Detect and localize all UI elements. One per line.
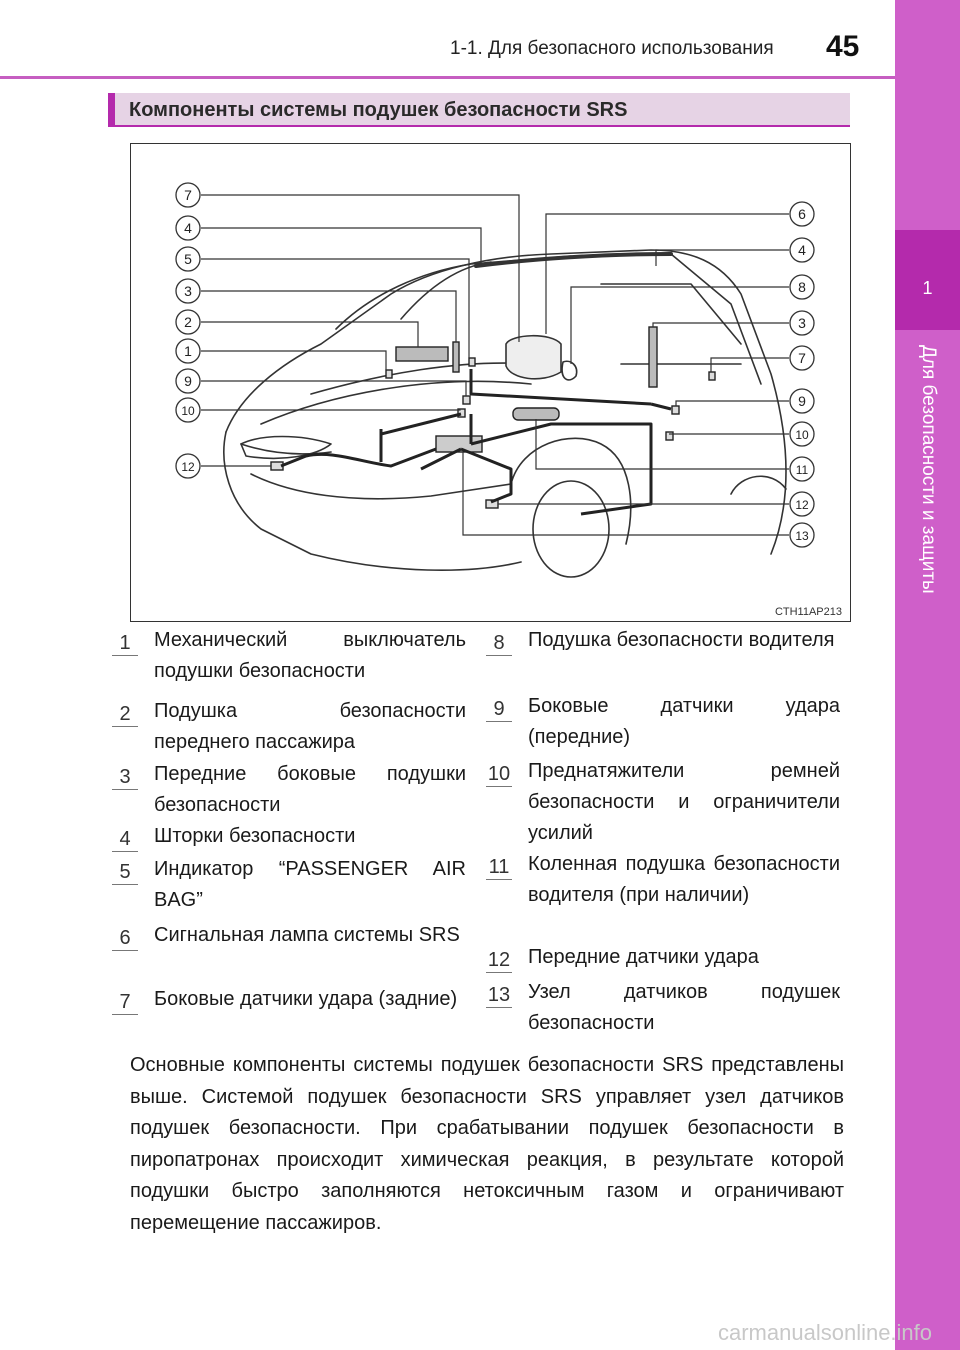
callout-number: 13	[795, 529, 809, 543]
callout-number: 7	[184, 187, 192, 203]
legend-number: 3	[112, 764, 138, 790]
legend-number: 7	[112, 989, 138, 1015]
callout-number: 1	[184, 343, 192, 359]
legend-text: Сигнальная лампа системы SRS	[154, 924, 460, 946]
legend-text: Боковые датчики удара (передние)	[528, 695, 840, 748]
callout-number: 4	[184, 220, 192, 236]
legend-number: 10	[487, 763, 511, 785]
airbag-diagram	[131, 144, 849, 620]
legend-text: Коленная подушка безопасности водителя (при наличии)	[528, 853, 840, 906]
figure-code: CTH11AP213	[774, 606, 842, 618]
legend-number: 4	[112, 826, 138, 852]
legend-number: 8	[486, 630, 512, 656]
wiring-harness	[281, 369, 671, 514]
legend-text: Передние датчики удара	[528, 946, 759, 968]
legend-number: 5	[112, 859, 138, 885]
callout-number: 12	[795, 498, 809, 512]
header-section-title: 1-1. Для безопасного использования	[450, 38, 774, 59]
callout-number: 11	[795, 463, 809, 477]
chapter-number: 1	[922, 278, 933, 298]
description-paragraph: Основные компоненты системы подушек безопасности SRS представлены выше. Системой подушек безопасности SRS управляет узел датчиков подушек безопасности. При срабатывании подушек безопасности в пиропатронах происходит химическая реакция, в результате которой подушки быстро заполняются нетоксичным газом и ограничивают перемещение пассажиров.	[130, 1054, 844, 1234]
legend-text: Подушка безопасности водителя	[528, 629, 835, 651]
callout-number: 10	[795, 428, 809, 442]
callout-number: 4	[798, 242, 806, 258]
legend-number: 9	[486, 696, 512, 722]
legend-number: 13	[487, 984, 511, 1006]
header-divider	[0, 76, 895, 79]
legend-number: 2	[112, 701, 138, 727]
callout-number: 2	[184, 314, 192, 330]
section-title: Компоненты системы подушек безопасности SRS	[129, 99, 628, 121]
chapter-title: Для безопасности и защиты	[918, 345, 939, 594]
legend-text: Передние боковые подушки безопасности	[154, 763, 466, 816]
airbag-components	[271, 327, 715, 508]
callout-leaders	[201, 195, 789, 535]
legend-text: Преднатяжители ремней безопасности и ограничители усилий	[528, 760, 840, 844]
callout-number: 9	[184, 373, 192, 389]
legend-text: Боковые датчики удара (задние)	[154, 988, 458, 1010]
legend-text: Шторки безопасности	[154, 825, 356, 847]
callouts-left	[176, 183, 200, 478]
callout-number: 3	[798, 315, 806, 331]
legend-number: 6	[112, 925, 138, 951]
callout-number: 10	[181, 404, 195, 418]
chapter-side-tab	[895, 0, 960, 1350]
callout-number: 8	[798, 279, 806, 295]
legend-number: 11	[486, 854, 512, 880]
callout-number: 9	[798, 393, 806, 409]
legend-text: Механический выключатель подушки безопасности	[154, 629, 466, 682]
page-number: 45	[826, 30, 860, 63]
legend-text: Узел датчиков подушек безопасности	[528, 981, 840, 1034]
watermark: carmanualsonline.info	[718, 1320, 933, 1345]
callout-number: 5	[184, 251, 192, 267]
callout-number: 7	[798, 350, 806, 366]
car-outline	[224, 250, 786, 577]
callouts-right	[790, 202, 814, 547]
callout-number: 3	[184, 283, 192, 299]
airbag-diagram-figure	[130, 143, 851, 622]
legend-text: Индикатор “PASSENGER AIR BAG”	[154, 858, 466, 911]
callout-number: 6	[798, 206, 806, 222]
legend-number: 12	[487, 949, 511, 971]
callout-number: 12	[181, 460, 195, 474]
section-title-bar	[108, 93, 850, 127]
legend-text: Подушка безопасности переднего пассажира	[154, 700, 466, 753]
legend-number: 1	[112, 630, 138, 656]
